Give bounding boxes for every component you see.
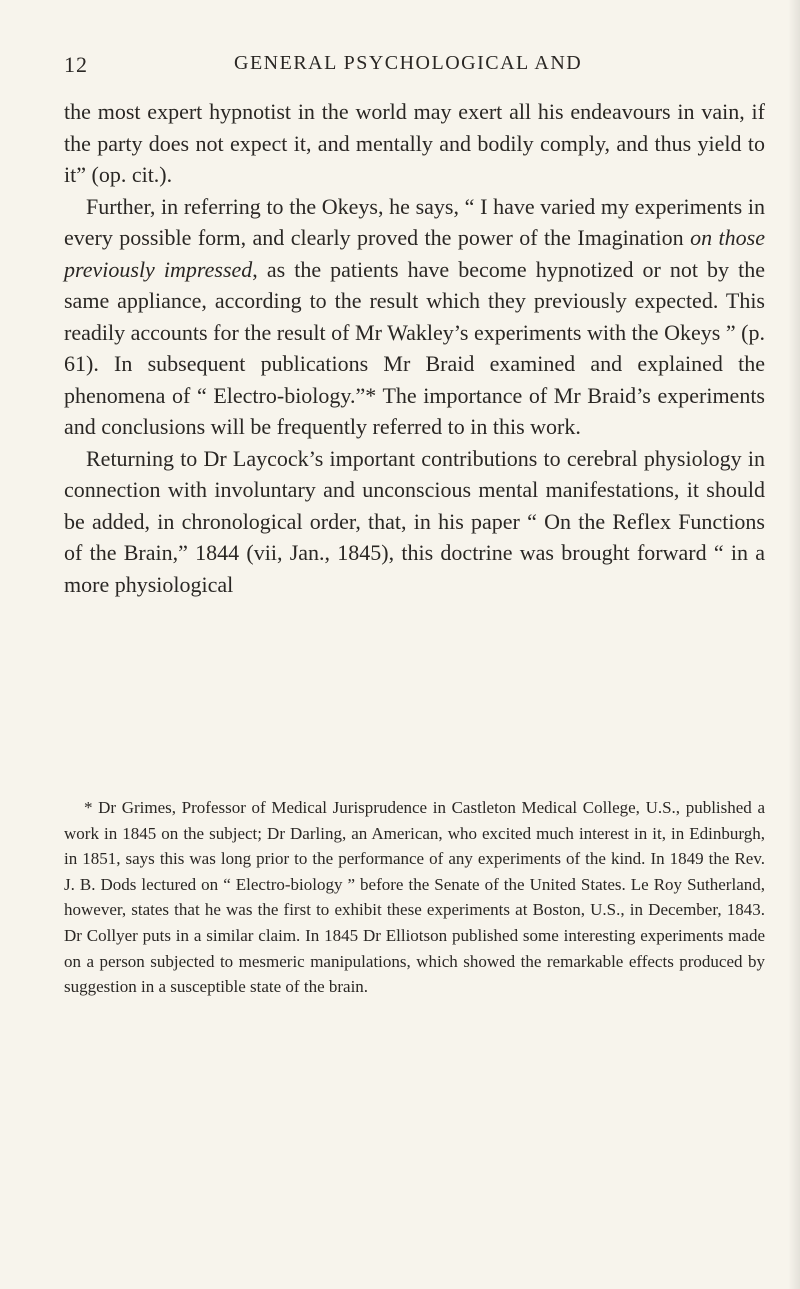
- paragraph-2-start: Further, in referring to the Okeys, he says, “ I have varied my experiments in every possible form, and clearly proved the power of the Imagination: [64, 193, 765, 250]
- footnote-block: [64, 795, 765, 1000]
- paragraph-3: Returning to Dr Laycock’s important contributions to cerebral physiology in connection with involuntary and unconscious mental manifestations, it should be added, in chronological order, that, in his paper “ On the Reflex Functions of the Brain,” 1844 (vii, Jan., 1845), this doctrine was brought forward “ in a more physiological: [64, 445, 765, 597]
- paragraph-2: [64, 191, 765, 443]
- running-title: GENERAL PSYCHOLOGICAL AND: [234, 52, 583, 74]
- page-edge-shadow: [788, 0, 800, 1289]
- emphasis-previously-impressed: on those previously impressed: [64, 225, 765, 282]
- page-header: [64, 52, 764, 82]
- page-number: 12: [64, 52, 88, 77]
- body-text: [64, 96, 765, 600]
- footnote: * Dr Grimes, Professor of Medical Jurisprudence in Castleton Medical College, U.S., published a work in 1845 on the subject; Dr Darling, an American, who excited much interest in it, in Edinburgh, in 1851, says this was long prior to the performance of any experiments of the kind. In 1849 the Rev. J. B. Dods lectured on “ Electro-biology ” before the Senate of the United States. Le Roy Sutherland, however, states that he was the first to exhibit these experiments at Boston, U.S., in December, 1843. Dr Collyer puts in a similar claim. In 1845 Dr Elliotson published some interesting experiments made on a person subjected to mesmeric manipulations, which showed the remarkable effects produced by suggestion in a susceptible state of the brain.: [64, 798, 765, 997]
- paragraph-2-rest: , as the patients have become hypnotized or not by the same appliance, according to the result which they previously expected. This readily accounts for the result of Mr Wakley’s experiments with the Okeys ” (p. 61). In subsequent publications Mr Braid examined and explained the phenomena of “ Electro-biology.”* The importance of Mr Braid’s experiments and conclusions will be frequently referred to in this work.: [64, 256, 765, 439]
- paragraph-1: the most expert hypnotist in the world may exert all his endeavours in vain, if the party does not expect it, and mentally and bodily comply, and thus yield to it” (op. cit.).: [64, 99, 765, 187]
